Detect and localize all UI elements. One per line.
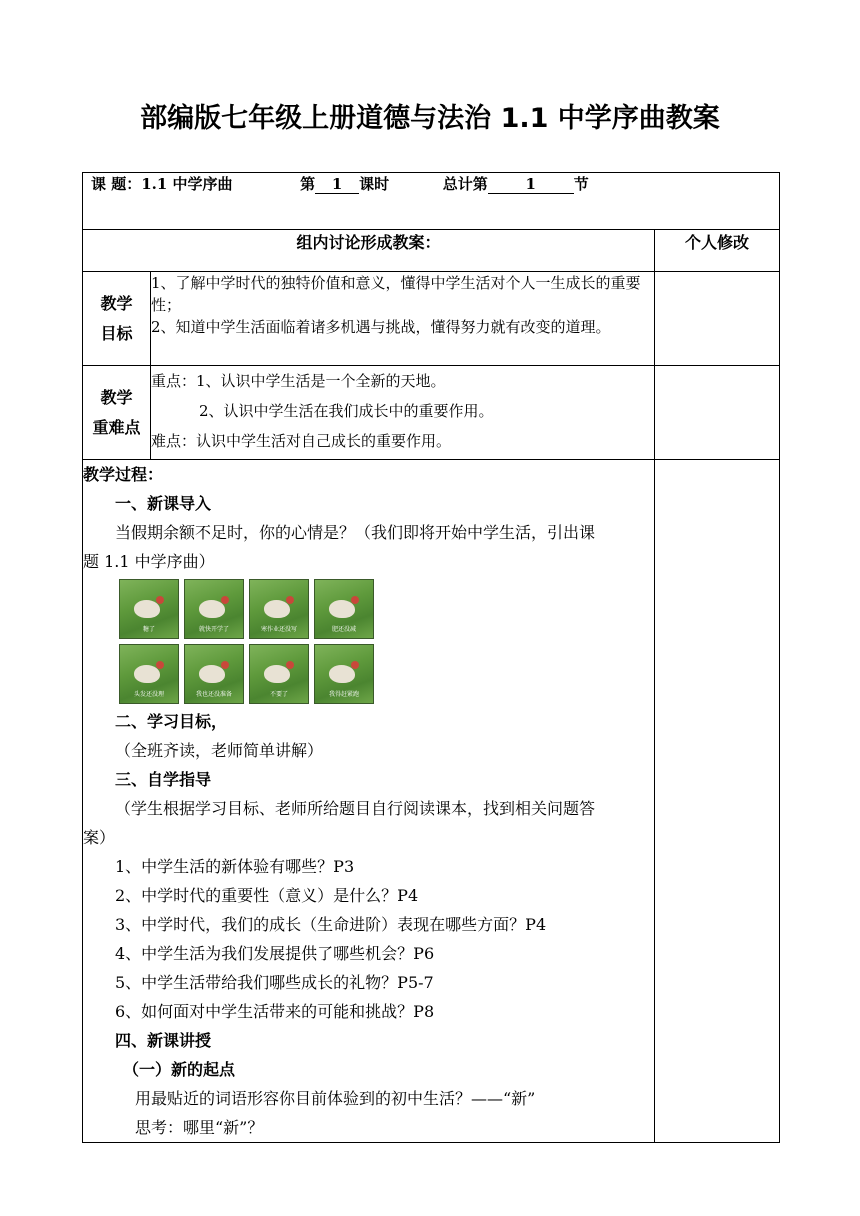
goals-label-line1: 教学 [100, 293, 133, 313]
section-2-heading: 二、学习目标， [115, 712, 228, 731]
keypoints-label-line2: 重难点 [92, 417, 141, 437]
goals-content [151, 272, 655, 366]
goals-personal-cell [655, 272, 780, 366]
paragraph-1: 用最贴近的词语形容你目前体验到的初中生活？——“新” [135, 1089, 536, 1108]
key-point-2: 2、认识中学生活在我们成长中的重要作用。 [199, 402, 494, 420]
meme-image: 头发还没理 [119, 644, 179, 704]
difficult-point: 难点：认识中学生活对自己成长的重要作用。 [151, 432, 452, 450]
section-2-note: （全班齐读，老师简单讲解） [115, 741, 324, 760]
lesson-number: 1 [315, 175, 359, 194]
question-1: 1、中学生活的新体验有哪些？P3 [115, 857, 355, 876]
keypoints-label-line1: 教学 [100, 387, 133, 407]
goals-row [83, 272, 780, 366]
section-3-note-2: 案） [83, 828, 116, 847]
total-prefix: 总计第 [442, 175, 488, 193]
question-4: 4、中学生活为我们发展提供了哪些机会？P6 [115, 944, 435, 963]
meme-image: 我也还没准备 [184, 644, 244, 704]
goal-item-1: 1、了解中学时代的独特价值和意义，懂得中学生活对个人一生成长的重要性； [151, 274, 641, 314]
paragraph-2: 思考：哪里“新”？ [135, 1118, 264, 1137]
meme-image: 寒作业还没写 [249, 579, 309, 639]
lesson-plan-table [82, 172, 780, 1143]
intro-line-2: 题 1.1 中学序曲） [83, 552, 215, 571]
question-5: 5、中学生活带给我们哪些成长的礼物？P5-7 [115, 973, 434, 992]
meme-image: 肥还没减 [314, 579, 374, 639]
meme-image: 糖了 [119, 579, 179, 639]
section-1-heading: 一、新课导入 [115, 494, 212, 513]
intro-line-1: 当假期余额不足时，你的心情是？（我们即将开始中学生活，引出课 [115, 523, 596, 542]
meme-image-grid [83, 579, 654, 704]
process-personal-cell [655, 460, 780, 1143]
course-row [83, 173, 780, 230]
keypoints-label [83, 366, 151, 460]
personal-edit-header: 个人修改 [655, 230, 780, 272]
goals-label [83, 272, 151, 366]
goal-item-2: 2、知道中学生活面临着诸多机遇与挑战，懂得努力就有改变的道理。 [151, 318, 611, 336]
question-3: 3、中学时代，我们的成长（生命进阶）表现在哪些方面？P4 [115, 915, 547, 934]
process-content [83, 460, 655, 1143]
question-6: 6、如何面对中学生活带来的可能和挑战？P8 [115, 1002, 435, 1021]
process-heading: 教学过程： [83, 465, 164, 484]
meme-image: 就快开学了 [184, 579, 244, 639]
header-row [83, 230, 780, 272]
course-topic: 1.1 中学序曲 [141, 175, 233, 193]
keypoints-personal-cell [655, 366, 780, 460]
course-label: 课 题： [91, 175, 142, 193]
keypoints-row [83, 366, 780, 460]
lesson-suffix: 课时 [359, 175, 390, 193]
total-number: 1 [488, 175, 574, 194]
total-suffix: 节 [573, 175, 589, 193]
course-info [83, 173, 779, 194]
page-title: 部编版七年级上册道德与法治 1.1 中学序曲教案 [140, 103, 720, 134]
question-2: 2、中学时代的重要性（意义）是什么？P4 [115, 886, 419, 905]
goals-label-line2: 目标 [100, 323, 133, 343]
discussion-header: 组内讨论形成教案： [83, 230, 655, 272]
lesson-prefix: 第 [300, 175, 316, 193]
section-4-heading: 四、新课讲授 [115, 1031, 212, 1050]
key-point-1: 重点：1、认识中学生活是一个全新的天地。 [151, 372, 446, 390]
section-3-heading: 三、自学指导 [115, 770, 212, 789]
meme-image: 我得赶紧跑 [314, 644, 374, 704]
subsection-1-heading: （一）新的起点 [123, 1060, 236, 1079]
process-row [83, 460, 780, 1143]
keypoints-content [151, 366, 655, 460]
section-3-note-1: （学生根据学习目标、老师所给题目自行阅读课本，找到相关问题答 [115, 799, 596, 818]
meme-image: 不要了 [249, 644, 309, 704]
